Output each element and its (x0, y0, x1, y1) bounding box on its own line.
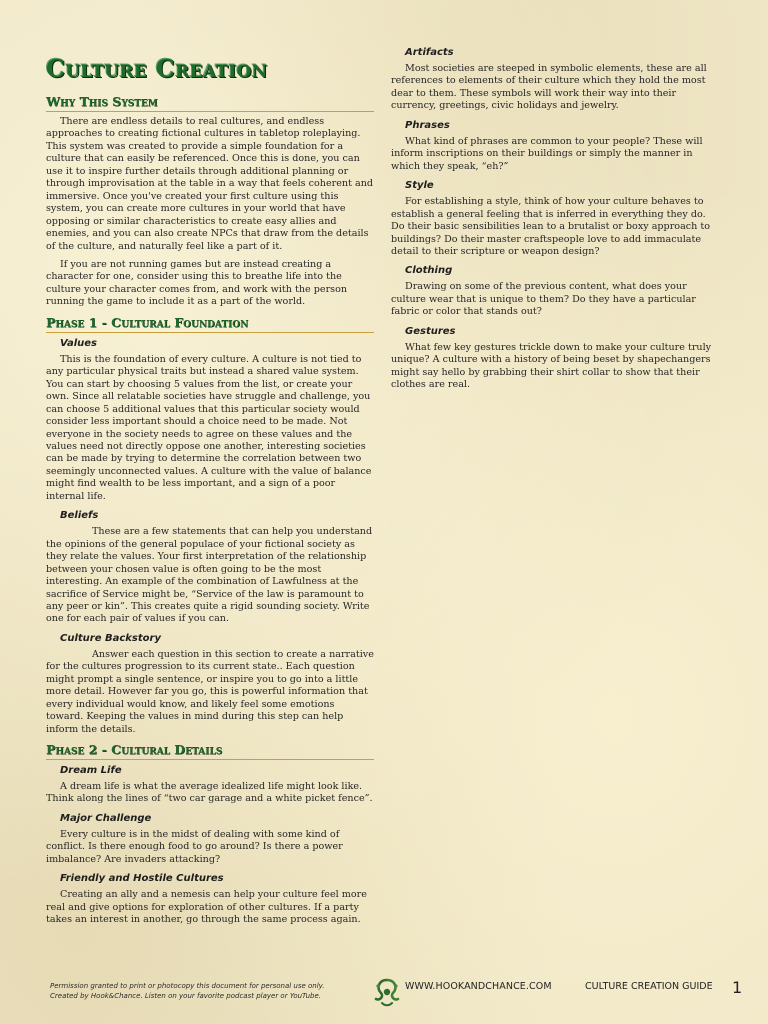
subheading-style: Style (405, 180, 434, 192)
permission-line-2: Created by Hook&Chance. Listen on your favorite podcast player or YouTube. (50, 992, 322, 1000)
subheading-culture-backstory: Culture Backstory (60, 632, 161, 644)
style-paragraph: For establishing a style, think of how your culture behaves to establish a general feeling that is inferred in everything they do. Do their basic sensibilities lean to a brutalist or boxy approach to buildings? Do their master craftspeople love to add immaculate detail to their scripture or weapon design? (391, 196, 711, 257)
page-footer (0, 975, 768, 1015)
subheading-values: Values (60, 337, 97, 349)
right-column (391, 42, 717, 398)
why-paragraph-1: There are endless details to real cultures, and endless approaches to creating fictional cultures in tabletop roleplaying. This system was created to provide a simple foundation for a culture that can easily be referenced. Once this is done, you can use it to inspire further details through additional planning or through improvisation at the table in a way that feels coherent and immersive. Once you've created your first culture using this system, you can create more cultures in your world that have opposing or similar characteristics to create easy allies and enemies, and you can also create NPCs that draw from the details of the culture, and naturally feel like a part of it. (46, 116, 374, 252)
backstory-paragraph: Answer each question in this section to create a narrative for the cultures progression to its current state.. Each question might prompt a single sentence, or inspire you to go into a little more detail. However far you go, this is powerful information that every individual would know, and likely feel some emotions toward. Keeping the values in mind during this step can help inform the details. (46, 648, 374, 735)
subheading-gestures: Gestures (405, 325, 456, 337)
subheading-artifacts: Artifacts (405, 47, 454, 58)
clothing-paragraph: Drawing on some of the previous content, what does your culture wear that is unique to them? Do they have a particular fabric or color that stands out? (391, 281, 696, 318)
gestures-paragraph: What few key gestures trickle down to make your culture truly unique? A culture with a history of being beset by shapechangers might say hello by grabbing their shirt collar to show that their clothes are real. (391, 341, 712, 391)
section-heading-phase-1: Phase 1 - Cultural Foundation (46, 315, 374, 333)
left-column (46, 40, 374, 933)
subheading-clothing: Clothing (405, 265, 453, 277)
subheading-beliefs: Beliefs (60, 510, 99, 522)
values-paragraph: This is the foundation of every culture. A culture is not tied to any particular physical traits but instead a shared value system. You can start by choosing 5 values from the list, or create your own. Since all relatable societies have struggle and challenge, you can choose 5 additional values that this particular society would consider less important should a choice need to be made. Not everyone in the society needs to agree on these values and the values need not directly oppose one another, interesting societies can be made by trying to determine the correlation between two seemingly unconnected values. A culture with the value of balance might find wealth to be less important, and a sign of a poor internal life. (46, 353, 372, 502)
beliefs-paragraph: These are a few statements that can help you understand the opinions of the general populace of your fictional society as they relate the values. Your first interpretation of the relationship between your chosen value is often going to be the most interesting. An example of the combination of Lawfulness at the sacrifice of Service might be, “Service of the law is paramount to any peer or kin”. This creates quite a rigid sounding society. Write one for each pair of values if you can. (46, 526, 373, 625)
permission-line-1: Permission granted to print or photocopy this document for personal use only. (50, 982, 325, 990)
subheading-dream-life: Dream Life (60, 765, 122, 777)
website-link[interactable]: WWW.HOOKANDCHANCE.COM (405, 981, 552, 992)
dream-life-paragraph: A dream life is what the average idealized life might look like. Think along the lines of “two car garage and a white picket fence”. (46, 781, 373, 805)
friendly-hostile-paragraph: Creating an ally and a nemesis can help your culture feel more real and give options for exploration of other cultures. If a party takes an interest in another, go through the same process again. (46, 889, 367, 926)
section-heading-why: Why This System (46, 94, 374, 112)
guide-title: CULTURE CREATION GUIDE (585, 981, 713, 992)
page-number: 1 (732, 978, 743, 997)
major-challenge-paragraph: Every culture is in the midst of dealing with some kind of conflict. Is there enough food to go around? Is there a power imbalance? Are invaders attacking? (46, 828, 343, 865)
subheading-friendly-hostile: Friendly and Hostile Cultures (60, 873, 224, 885)
section-heading-phase-2: Phase 2 - Cultural Details (46, 742, 374, 760)
page-title: Culture Creation (46, 54, 268, 83)
hook-and-chance-logo-icon (370, 975, 404, 1009)
artifacts-paragraph: Most societies are steeped in symbolic elements, these are all references to elements of their culture which they hold the most dear to them. These symbols will work their way into their currency, greetings, civic holidays and jewelry. (391, 63, 707, 112)
permission-note (50, 981, 370, 1001)
subheading-major-challenge: Major Challenge (60, 812, 152, 824)
why-paragraph-2: If you are not running games but are instead creating a character for one, consider using this to breathe life into the culture your character comes from, and work with the person running the game to include it as a part of the world. (46, 258, 348, 308)
phrases-paragraph: What kind of phrases are common to your people? These will inform inscriptions on their buildings or simply the manner in which they speak, “eh?” (391, 135, 703, 172)
subheading-phrases: Phrases (405, 119, 450, 131)
